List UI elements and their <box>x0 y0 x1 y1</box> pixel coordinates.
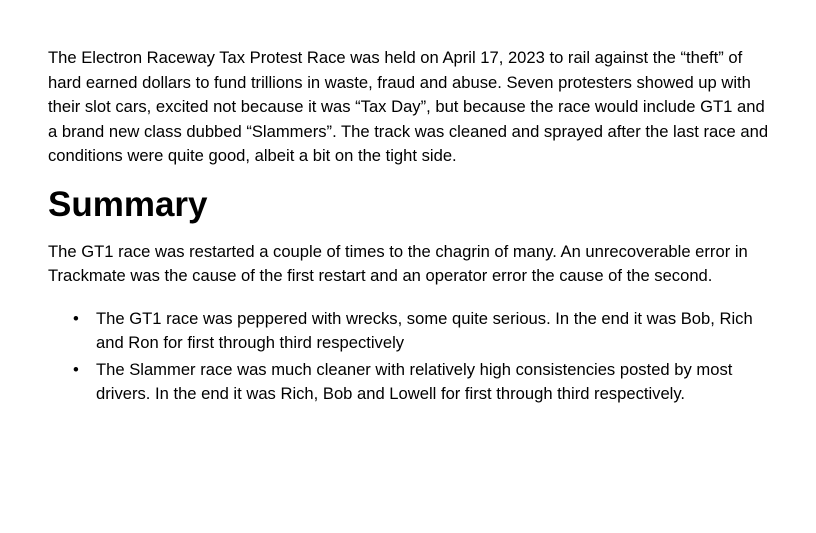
bullet-text-gt1: The GT1 race was peppered with wrecks, some quite serious. In the end it was Bob, Rich and Ron for first through third respectively <box>96 308 753 352</box>
bullet-icon: • <box>73 359 79 379</box>
summary-bullet-list <box>48 307 778 407</box>
bullet-icon: • <box>73 308 79 328</box>
summary-paragraph: The GT1 race was restarted a couple of times to the chagrin of many. An unrecoverable error in Trackmate was the cause of the first restart and an operator error the cause of the second. <box>48 241 748 285</box>
intro-paragraph: The Electron Raceway Tax Protest Race was held on April 17, 2023 to rail against the “theft” of hard earned dollars to fund trillions in waste, fraud and abuse. Seven protesters showed up with their slot cars, excited not because it was “Tax Day”, but because the race would include GT1 and a brand new class dubbed “Slammers”. The track was cleaned and sprayed after the last race and conditions were quite good, albeit a bit on the tight side. <box>48 48 769 165</box>
summary-heading: Summary <box>48 184 208 224</box>
bullet-text-slammer: The Slammer race was much cleaner with relatively high consistencies posted by most drivers. In the end it was Rich, Bob and Lowell for first through third respectively. <box>96 359 733 403</box>
list-item <box>48 358 778 407</box>
list-item <box>48 307 778 356</box>
document-page <box>48 46 778 409</box>
